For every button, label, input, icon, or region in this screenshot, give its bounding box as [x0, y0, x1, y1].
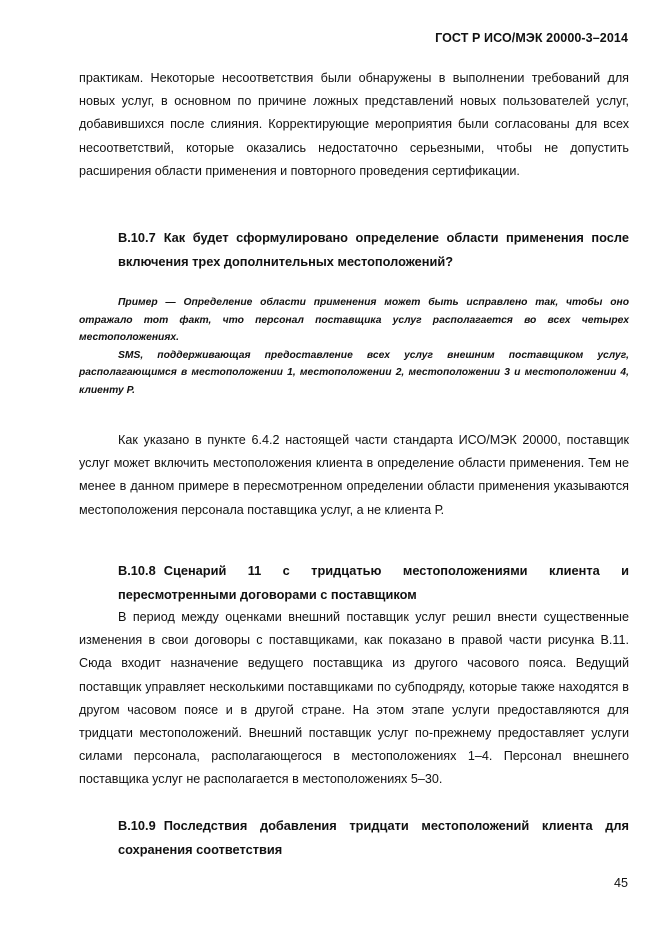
paragraph-scenario-11: В период между оценками внешний поставщик услуг решил внести существенные изменения в свои договоры с поставщиками, как показано в правой части рисунка В.11. Сюда входит назначение ведущего поставщика из другого часового пояса. Ведущий поставщик управляет несколькими поставщиками по субподряду, которые также находятся в другом часовом поясе и в другой стране. На этом этапе услуги предоставляются для тридцати местоположений. Внешний поставщик услуг по-прежнему предоставляет услуги силами персонала, располагающегося в местоположениях 1–4. Персонал внешнего поставщика услуг не располагается в местоположениях 5–30.: [79, 610, 629, 787]
section-b-10-9: [79, 814, 629, 861]
paragraph-scope-location: Как указано в пункте 6.4.2 настоящей части стандарта ИСО/МЭК 20000, поставщик услуг может включить местоположения клиента в определение области применения. Тем не менее в данном примере в пересмотренном определении области применения указываются местоположения персонала поставщика услуг, а не клиента Р.: [79, 433, 629, 517]
heading-number: В.10.8: [118, 563, 156, 578]
paragraph-continuation: практикам. Некоторые несоответствия были обнаружены в выполнении требований для новых услуг, в основном по причине ложных представлений новых пользователей услуг, добавившихся после слияния. Корректирующие мероприятия были согласованы для всех несоответствий, которые оказались недостаточно серьезными, чтобы не допустить расширения области применения и повторного проведения сертификации.: [79, 71, 629, 178]
paragraph-block-2: [79, 429, 629, 522]
section-b-10-7: [79, 226, 629, 273]
standard-designation: ГОСТ Р ИСО/МЭК 20000-3–2014: [435, 31, 628, 45]
example-paragraph-1: Пример — Определение области применения может быть исправлено так, чтобы оно отражало тот факт, что персонал поставщика услуг располагается во всех четырех местоположениях.: [79, 297, 629, 344]
section-b-10-8: [79, 559, 629, 792]
heading-number: В.10.7: [118, 230, 156, 245]
heading-b-10-7: [79, 226, 629, 273]
example-paragraph-2: SMS, поддерживающая предоставление всех услуг внешним поставщиком услуг, располагающимся в местоположении 1, местоположении 2, местоположении 3 и местоположении 4, клиенту Р.: [79, 349, 629, 396]
heading-text: Как будет сформулировано определение области применения после включения трех дополнительных местоположений?: [118, 230, 629, 269]
page-body: [79, 67, 629, 183]
heading-b-10-9: [79, 814, 629, 861]
example-block: [79, 294, 629, 400]
page-number: 45: [613, 876, 628, 890]
heading-number: В.10.9: [118, 818, 156, 833]
heading-b-10-8: [79, 559, 629, 606]
heading-text: Последствия добавления тридцати местоположений клиента для сохранения соответствия: [118, 818, 629, 857]
heading-text: Сценарий 11 с тридцатью местоположениями клиента и пересмотренными договорами с поставщиком: [118, 563, 629, 602]
